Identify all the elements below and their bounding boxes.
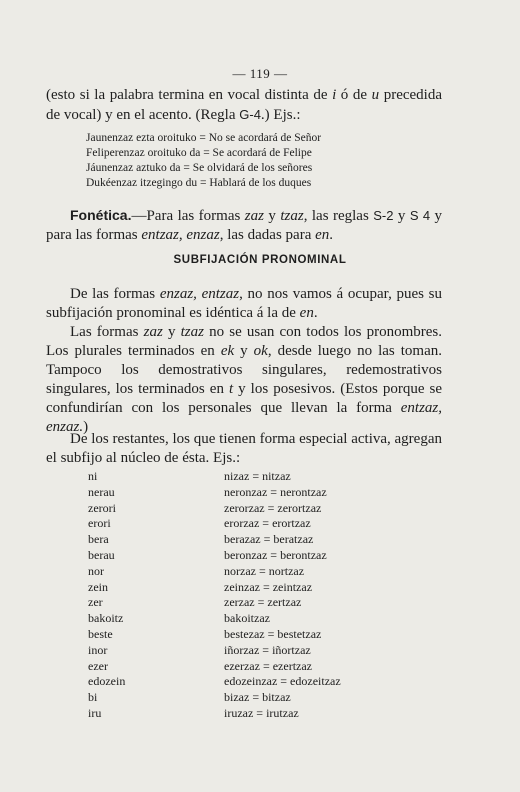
rule-reference: G-4 [239, 107, 261, 122]
page-number: — 119 — [232, 66, 288, 81]
pronoun-form: norzaz = nortzaz [224, 563, 305, 578]
pronoun-base: bera [88, 532, 109, 547]
pronoun-base: zein [88, 579, 108, 594]
table-row [88, 659, 444, 675]
pronoun-form: ezerzaz = ezertzaz [224, 658, 313, 673]
table-row [88, 532, 444, 548]
pronoun-base: nerau [88, 484, 115, 499]
pronoun-form: edozeinzaz = edozeitzaz [224, 674, 341, 689]
table-row [88, 627, 444, 643]
paragraph-3: De las formas enzaz, entzaz, no nos vamos á ocupar, pues su subfijación pronominal es idéntica á la de en. [46, 286, 442, 321]
pronoun-form: iñorzaz = iñortzaz [224, 642, 311, 657]
pronoun-form: zerzaz = zertzaz [224, 595, 302, 610]
table-row [88, 611, 444, 627]
pronoun-base: ni [88, 469, 98, 483]
pronoun-base: erori [88, 516, 111, 531]
table-row [88, 580, 444, 596]
pronoun-form: iruzaz = irutzaz [224, 705, 299, 720]
pronoun-form: berazaz = beratzaz [224, 532, 314, 547]
example-line: Jáunenzaz aztuko da = Se olvidará de los señores [86, 162, 313, 174]
pronoun-form: zerorzaz = zerortzaz [224, 500, 322, 515]
pronoun-base: iru [88, 705, 102, 720]
table-row [88, 516, 444, 532]
paragraph-4: Las formas zaz y tzaz no se usan con todos los pronombres. Los plurales terminados en ek y ok, desde luego no las toman. Tampoco los demostrativos singulares, redemostrativos singulares, los terminados en t y los posesivos. (Estos porque se confundirían con los personales que llevan la forma entzaz, enzaz.) [46, 324, 443, 435]
fonetica-label: Fonética. [70, 207, 132, 223]
example-line: Dukéenzaz itzegingo du = Hablará de los duques [86, 177, 312, 189]
example-line: Feliperenzaz oroituko da = Se acordará de Felipe [86, 147, 312, 159]
pronoun-base: zerori [88, 500, 116, 515]
table-row [88, 469, 444, 485]
paragraph-5: De los restantes, los que tienen forma especial activa, agregan el subfijo al núcleo de ésta. Ejs.: [46, 431, 442, 466]
pronoun-form: erorzaz = erortzaz [224, 516, 311, 531]
pronoun-form: bestezaz = bestetzaz [224, 626, 322, 641]
paragraph-1: (esto si la palabra termina en vocal distinta de i ó de u precedida de vocal) y en el acento. (Regla G-4.) Ejs.: [46, 87, 442, 123]
pronoun-base: berau [88, 547, 115, 562]
table-row [88, 595, 444, 611]
pronoun-form: bakoitzaz [224, 611, 270, 626]
pronoun-base: edozein [88, 674, 126, 689]
pronoun-base: bi [88, 690, 98, 705]
pronoun-base: zer [88, 595, 103, 610]
example-list [86, 131, 321, 191]
table-row [88, 501, 444, 517]
pronoun-base: nor [88, 563, 104, 578]
pronoun-form: nizaz = nitzaz [224, 469, 291, 483]
pronoun-form: beronzaz = berontzaz [224, 547, 327, 562]
section-heading: SUBFIJACIÓN PRONOMINAL [173, 254, 347, 266]
pronoun-base: ezer [88, 658, 108, 673]
table-row [88, 485, 444, 501]
table-row [88, 690, 444, 706]
example-line: Jaunenzaz ezta oroituko = No se acordará de Señor [86, 132, 322, 144]
table-row [88, 643, 444, 659]
paragraph-fonetica: Fonética.—Para las formas zaz y tzaz, las reglas S-2 y S 4 y para las formas entzaz, enzaz, las dadas para en. [46, 207, 443, 243]
pronoun-table [88, 469, 444, 722]
pronoun-form: bizaz = bitzaz [224, 690, 291, 705]
pronoun-base: inor [88, 642, 108, 657]
table-row [88, 674, 444, 690]
pronoun-base: beste [88, 626, 113, 641]
pronoun-form: neronzaz = nerontzaz [224, 484, 327, 499]
table-row [88, 548, 444, 564]
pronoun-form: zeinzaz = zeintzaz [224, 579, 313, 594]
table-row [88, 564, 444, 580]
pronoun-base: bakoitz [88, 611, 124, 626]
table-row [88, 706, 444, 722]
